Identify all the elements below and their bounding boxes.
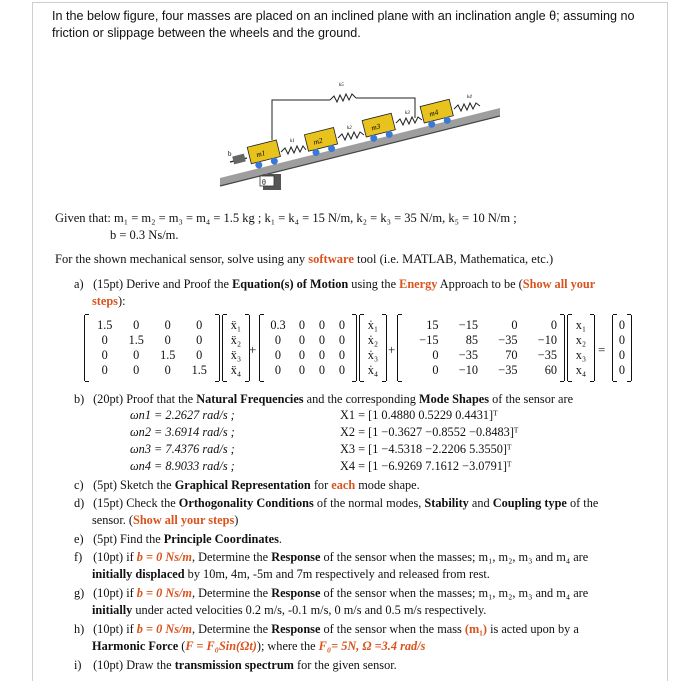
mass-matrix: [84, 315, 220, 381]
question-i-label: i): [74, 658, 82, 672]
qg-p3: of the sensor when the masses; m₁, m₂, m₃ and m₄ are: [320, 586, 589, 600]
spring-k4-label: k4: [467, 95, 472, 100]
damper-label: b: [228, 150, 232, 158]
qh-force: F = F₀Sin(Ωt): [185, 639, 257, 653]
question-d: [74, 495, 598, 512]
qb-p2: and the corresponding: [303, 392, 419, 406]
matrix-cell: x₂: [575, 333, 587, 347]
spring-k3-label: k3: [405, 111, 410, 116]
question-h-line-2: [92, 638, 425, 655]
matrix-cell: 0: [133, 363, 140, 377]
matrix-cell: −10: [458, 363, 478, 377]
matrix-cell: x₃: [575, 348, 587, 362]
matrix-cell: 0: [432, 363, 439, 377]
matrix-cell: −35: [498, 363, 518, 377]
qi-p1: (10pt) Draw the: [93, 658, 175, 672]
qh-mass: (m₁): [464, 622, 487, 636]
question-g-line-2: [92, 602, 486, 619]
qh-cond: b = 0 Ns/m: [136, 622, 192, 636]
qg-cond: b = 0 Ns/m: [136, 586, 192, 600]
mode-2: X2 = [1 −0.3627 −0.8552 −0.8483]ᵀ: [340, 425, 519, 439]
damping-matrix-cells: [264, 318, 352, 378]
incline-figure: [215, 70, 500, 195]
matrix-cell: 0: [164, 363, 171, 377]
mode-4: X4 = [1 −6.9269 7.1612 −3.0791]ᵀ: [340, 459, 512, 473]
stiffness-matrix-cells: [402, 318, 560, 378]
matrix-cell: −15: [419, 333, 439, 347]
matrix-cell: −35: [498, 333, 518, 347]
qg-l2a: initially: [92, 603, 133, 617]
matrix-cell: 0: [196, 348, 203, 362]
matrix-cell: 0: [338, 363, 346, 377]
matrix-cell: 15: [426, 318, 439, 332]
matrix-cell: ẋ₄: [367, 363, 379, 377]
question-e: [74, 531, 282, 548]
zero-vector-cells: [617, 318, 627, 378]
stiffness-matrix: [397, 315, 565, 381]
matrix-cell: ẋ₃: [367, 348, 379, 362]
qc-each: each: [331, 478, 356, 492]
qf-l2a: initially displaced: [92, 567, 185, 581]
question-f-label: f): [74, 550, 83, 564]
qd-orth: Orthogonality Conditions: [178, 496, 314, 510]
mass-m4-label: m4: [428, 107, 440, 119]
qf-p2: , Determine the: [191, 550, 272, 564]
matrix-cell: 0: [274, 333, 282, 347]
matrix-cell: ẍ₁: [230, 318, 242, 332]
problem-intro: In the below figure, four masses are placed on an inclined plane with an inclination angle θ; assuming no friction or slippage between the wheels and the ground.: [52, 9, 635, 40]
matrix-cell: ẋ₁: [367, 318, 379, 332]
qa-p2: using the: [348, 277, 400, 291]
qd-show: Show all your steps: [133, 513, 235, 527]
matrix-cell: 0: [550, 318, 557, 332]
qf-p1: (10pt) if: [93, 550, 137, 564]
spring-k1: [281, 146, 306, 154]
question-b: [74, 391, 573, 408]
matrix-cell: 0: [164, 333, 171, 347]
x-vector-cells: [572, 318, 590, 378]
qc-p3: mode shape.: [355, 478, 420, 492]
question-f: [74, 549, 588, 566]
qf-p3: of the sensor when the masses; m₁, m₂, m₃ and m₄ are: [320, 550, 589, 564]
plus-sign-2: +: [388, 342, 396, 357]
solve-post: tool (i.e. MATLAB, Mathematica, etc.): [353, 252, 554, 266]
qf-resp: Response: [271, 550, 321, 564]
question-a-label: a): [74, 277, 84, 291]
matrix-cell: 0: [318, 318, 326, 332]
qh-p3: of the sensor when the mass: [320, 622, 465, 636]
matrix-cell: 0: [618, 333, 626, 347]
matrix-cell: ẍ₃: [230, 348, 242, 362]
question-d-label: d): [74, 496, 85, 510]
qa-end: ):: [117, 294, 126, 308]
matrix-cell: 0: [338, 348, 346, 362]
matrix-cell: 0: [196, 318, 203, 332]
matrix-cell: 0: [432, 348, 439, 362]
question-b-label: b): [74, 392, 85, 406]
qd-p3: and: [468, 496, 493, 510]
matrix-cell: 0: [318, 333, 326, 347]
qg-l2b: under acted velocities 0.2 m/s, -0.1 m/s, 0 m/s and 0.5 m/s respectively.: [132, 603, 487, 617]
spring-k4: [454, 103, 480, 111]
question-d-line-2: [92, 512, 238, 529]
spring-k5-label: k5: [339, 83, 344, 88]
qh-resp: Response: [271, 622, 321, 636]
qf-l2b: by 10m, 4m, -5m and 7m respectively and released from rest.: [184, 567, 490, 581]
qb-ms: Mode Shapes: [419, 392, 490, 406]
qc-p1: (5pt) Sketch the: [93, 478, 175, 492]
equals-sign: =: [598, 342, 606, 357]
freq-4: ωn4 = 8.9033 rad/s ;: [130, 459, 235, 473]
matrix-cell: 60: [544, 363, 557, 377]
qh-p1: (10pt) if: [93, 622, 137, 636]
mass-m1-label: m1: [255, 148, 267, 160]
qi-ts: transmission spectrum: [174, 658, 294, 672]
plus-sign-1: +: [249, 342, 257, 357]
qe-p2: .: [278, 532, 282, 546]
matrix-cell: 0: [101, 333, 108, 347]
qe-pc: Principle Coordinates: [163, 532, 279, 546]
qi-p2: for the given sensor.: [293, 658, 397, 672]
matrix-cell: 0: [274, 363, 282, 377]
mode-1: X1 = [1 0.4880 0.5229 0.4431]ᵀ: [340, 408, 498, 422]
matrix-cell: 0: [298, 348, 306, 362]
solve-pre: For the shown mechanical sensor, solve using any: [55, 252, 309, 266]
matrix-cell: ẋ₂: [367, 333, 379, 347]
qb-p3: of the sensor are: [489, 392, 574, 406]
matrix-cell: x₄: [575, 363, 587, 377]
qa-show: Show all your: [522, 277, 596, 291]
matrix-cell: −35: [458, 348, 478, 362]
matrix-cell: 70: [505, 348, 518, 362]
matrix-cell: 0: [298, 333, 306, 347]
matrix-cell: 0: [618, 363, 626, 377]
given-line-2: b = 0.3 Ns/m.: [110, 228, 179, 242]
matrix-cell: 0: [133, 318, 140, 332]
qb-p1: (20pt) Proof that the: [93, 392, 197, 406]
matrix-cell: 0: [274, 348, 282, 362]
qh-l2c: ); where the: [256, 639, 319, 653]
solve-tool: software: [308, 252, 354, 266]
qd-line2b: ): [234, 513, 239, 527]
qd-p2: of the normal modes,: [313, 496, 425, 510]
matrix-cell: 0: [164, 318, 171, 332]
spring-k2-label: k2: [347, 126, 352, 131]
qg-resp: Response: [271, 586, 321, 600]
matrix-cell: 0: [196, 333, 203, 347]
question-f-line-2: [92, 566, 490, 583]
spring-k2: [338, 132, 364, 140]
given-line-1: Given that: m₁ = m₂ = m₃ = m₄ = 1.5 kg ; k₁ = k₄ = 15 N/m, k₂ = k₃ = 35 N/m, k₅ = 10 N/m ;: [55, 211, 517, 225]
qa-p3: Approach to be (: [437, 277, 523, 291]
spring-k3: [396, 117, 422, 125]
qc-gr: Graphical Representation: [174, 478, 311, 492]
matrix-cell: −15: [458, 318, 478, 332]
matrix-cell: 0: [511, 318, 518, 332]
question-i: [74, 657, 397, 674]
matrix-cell: −35: [537, 348, 557, 362]
matrix-cell: x₁: [575, 318, 587, 332]
matrix-cell: 0: [618, 348, 626, 362]
mass-m2-label: m2: [312, 135, 324, 147]
question-h: [74, 621, 579, 638]
matrix-cell: 0: [133, 348, 140, 362]
matrix-cell: 1.5: [97, 318, 113, 332]
matrix-cell: −10: [537, 333, 557, 347]
qh-l2b: (: [178, 639, 186, 653]
qh-vals: F₀= 5N, Ω =3.4 rad/s: [318, 639, 426, 653]
matrix-cell: 0: [318, 348, 326, 362]
matrix-cell: 1.5: [191, 363, 207, 377]
angle-label: θ: [262, 178, 266, 187]
mode-3: X3 = [1 −4.5318 −2.2206 5.3550]ᵀ: [340, 442, 512, 456]
xdd-vector: [222, 315, 250, 381]
matrix-cell: 85: [465, 333, 478, 347]
zero-vector: [612, 315, 632, 381]
question-c-label: c): [74, 478, 84, 492]
matrix-cell: ẍ₄: [230, 363, 242, 377]
qd-p1: (15pt) Check the: [93, 496, 179, 510]
solve-instruction: [55, 252, 553, 267]
qa-steps: steps: [92, 294, 118, 308]
qh-l2a: Harmonic Force: [92, 639, 179, 653]
freq-3: ωn3 = 7.4376 rad/s ;: [130, 442, 235, 456]
qd-stab: Stability: [424, 496, 469, 510]
qa-energy: Energy: [399, 277, 438, 291]
question-a-line-2: [92, 293, 125, 310]
xd-vector-cells: [364, 318, 382, 378]
mass-matrix-cells: [89, 318, 215, 378]
xdd-vector-cells: [227, 318, 245, 378]
matrix-cell: 0: [338, 318, 346, 332]
matrix-cell: 1.5: [128, 333, 144, 347]
mass-m3-label: m3: [370, 121, 382, 133]
matrix-cell: 0: [101, 363, 108, 377]
question-c: [74, 477, 420, 494]
question-g-label: g): [74, 586, 85, 600]
damper-body: [232, 154, 246, 165]
x-vector: [567, 315, 595, 381]
matrix-cell: 0: [101, 348, 108, 362]
qd-coup: Coupling type: [492, 496, 567, 510]
qh-p4: is acted upon by a: [487, 622, 579, 636]
matrix-cell: ẍ₂: [230, 333, 242, 347]
matrix-cell: 1.5: [160, 348, 176, 362]
qd-line2a: sensor. (: [92, 513, 133, 527]
xd-vector: [359, 315, 387, 381]
matrix-cell: 0: [618, 318, 626, 332]
question-a: [74, 276, 595, 293]
qg-p2: , Determine the: [191, 586, 272, 600]
qb-nf: Natural Frequencies: [196, 392, 304, 406]
qc-p2: for: [310, 478, 332, 492]
qf-cond: b = 0 Ns/m: [136, 550, 192, 564]
matrix-cell: 0.3: [270, 318, 286, 332]
qa-p1: (15pt) Derive and Proof the: [93, 277, 233, 291]
matrix-cell: 0: [298, 363, 306, 377]
spring-k1-label: k1: [290, 139, 295, 144]
qe-p1: (5pt) Find the: [93, 532, 164, 546]
freq-2: ωn2 = 3.6914 rad/s ;: [130, 425, 235, 439]
matrix-cell: 0: [338, 333, 346, 347]
qh-p2: , Determine the: [191, 622, 272, 636]
matrix-cell: 0: [298, 318, 306, 332]
qg-p1: (10pt) if: [93, 586, 137, 600]
qa-eom: Equation(s) of Motion: [232, 277, 349, 291]
freq-1: ωn1 = 2.2627 rad/s ;: [130, 408, 235, 422]
question-g: [74, 585, 588, 602]
question-e-label: e): [74, 532, 84, 546]
spring-k5: [330, 94, 356, 102]
matrix-cell: 0: [318, 363, 326, 377]
qd-p4: of the: [566, 496, 599, 510]
figure-body: [220, 83, 500, 190]
question-h-label: h): [74, 622, 85, 636]
damping-matrix: [259, 315, 357, 381]
